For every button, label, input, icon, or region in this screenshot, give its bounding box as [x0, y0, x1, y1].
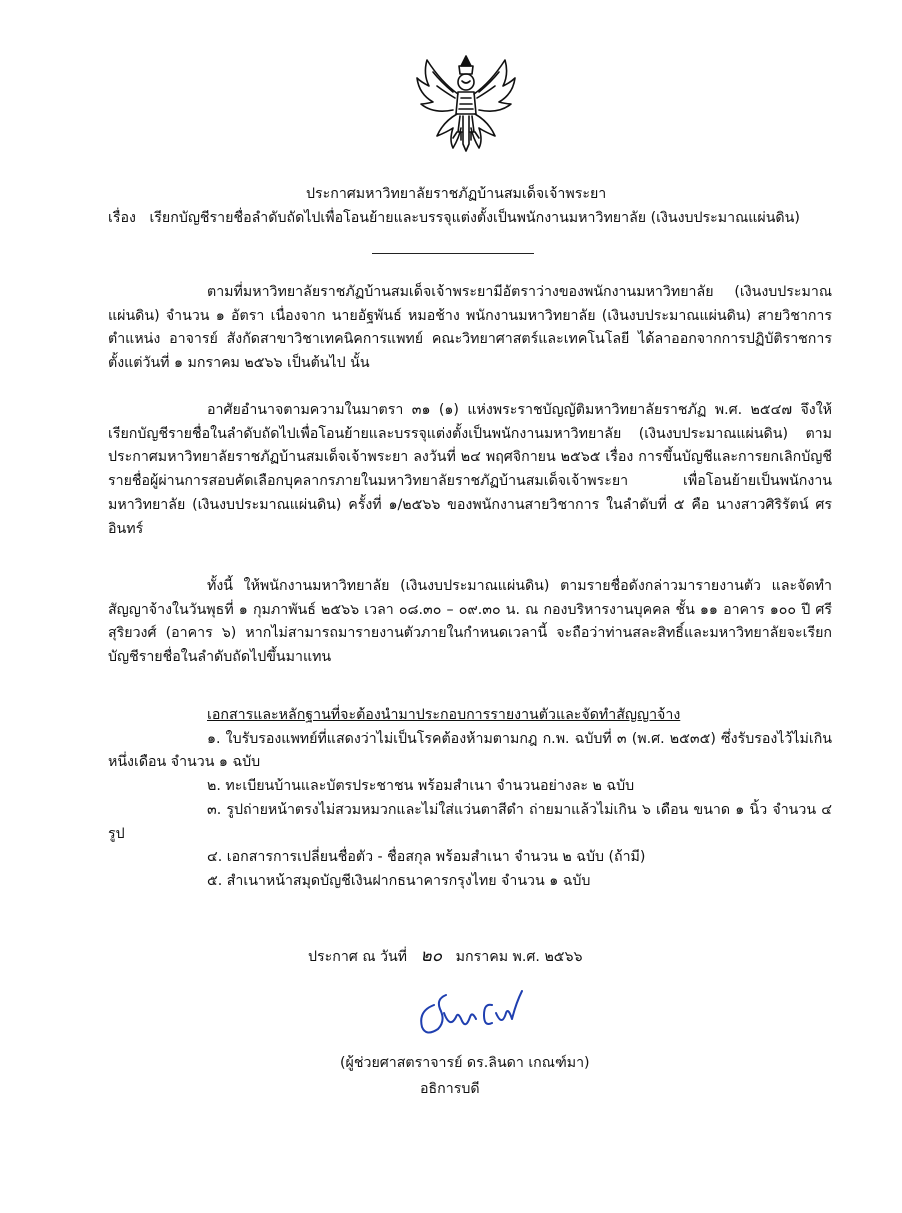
documents-section [108, 704, 832, 894]
document-item-3: ๓. รูปถ่ายหน้าตรงไม่สวมหมวกและไม่ใส่แว่นตาสีดำ ถ่ายมาแล้วไม่เกิน ๖ เดือน ขนาด ๑ นิ้ว จำนวน ๔ รูป [108, 801, 832, 842]
signatory-name: (ผู้ช่วยศาสตราจารย์ ดร.ลินดา เกณฑ์มา) [340, 1055, 590, 1071]
paragraph-1 [108, 281, 832, 376]
document-item-1: ๑. ใบรับรองแพทย์ที่แสดงว่าไม่เป็นโรคต้องห้ามตามกฎ ก.พ. ฉบับที่ ๓ (พ.ศ. ๒๕๓๕) ซึ่งรับรองไว้ไม่เกินหนึ่งเดือน จำนวน ๑ ฉบับ [108, 730, 832, 771]
paragraph-1-text: ตามที่มหาวิทยาลัยราชภัฏบ้านสมเด็จเจ้าพระยามีอัตราว่างของพนักงานมหาวิทยาลัย (เงินงบประมาณแผ่นดิน) จำนวน ๑ อัตรา เนื่องจาก นายอัฐพันธ์ หมอช้าง พนักงานมหาวิทยาลัย (เงินงบประมาณแผ่นดิน) สายวิชาการ ตำแหน่ง อาจารย์ สังกัดสาขาวิชาเทคนิคการแพทย์ คณะวิทยาศาสตร์และเทคโนโลยี ได้ลาออกจากการปฏิบัติราชการตั้งแต่วันที่ ๑ มกราคม ๒๕๖๖ เป็นต้นไป นั้น [108, 284, 832, 372]
subject-prefix: เรื่อง [108, 210, 136, 226]
paragraph-2-text: อาศัยอำนาจตามความในมาตรา ๓๑ (๑) แห่งพระราชบัญญัติมหาวิทยาลัยราชภัฏ พ.ศ. ๒๕๔๗ จึงให้เรียกบัญชีรายชื่อในลำดับถัดไปเพื่อโอนย้ายและบรรจุแต่งตั้งเป็นพนักงานมหาวิทยาลัย (เงินงบประมาณแผ่นดิน) ตามประกาศมหาวิทยาลัยราชภัฏบ้านสมเด็จเจ้าพระยา ลงวันที่ ๒๔ พฤศจิกายน ๒๕๖๕ เรื่อง การขึ้นบัญชีและการยกเลิกบัญชีรายชื่อผู้ผ่านการสอบคัดเลือกบุคลากรภายในมหาวิทยาลัยราชภัฏบ้านสมเด็จเจ้าพระยา เพื่อโอนย้ายเป็นพนักงานมหาวิทยาลัย (เงินงบประมาณแผ่นดิน) ครั้งที่ ๑/๒๕๖๖ ของพนักงานสายวิชาการ ในลำดับที่ ๕ คือ นางสาวศิริรัตน์ ศรอินทร์ [108, 402, 832, 537]
paragraph-3 [108, 575, 832, 670]
documents-heading: เอกสารและหลักฐานที่จะต้องนำมาประกอบการรายงานตัวและจัดทำสัญญาจ้าง [207, 707, 681, 723]
garuda-emblem-icon [413, 52, 519, 154]
announce-prefix: ประกาศ ณ วันที่ [308, 949, 408, 965]
paragraph-3-text: ทั้งนี้ ให้พนักงานมหาวิทยาลัย (เงินงบประมาณแผ่นดิน) ตามรายชื่อดังกล่าวมารายงานตัว และจัดทำสัญญาจ้างในวันพุธที่ ๑ กุมภาพันธ์ ๒๕๖๖ เวลา ๐๘.๓๐ – ๐๙.๓๐ น. ณ กองบริหารงานบุคคล ชั้น ๑๑ อาคาร ๑๐๐ ปี ศรีสุริยวงศ์ (อาคาร ๖) หากไม่สามารถมารายงานตัวภายในกำหนดเวลานี้ จะถือว่าท่านสละสิทธิ์และมหาวิทยาลัยจะเรียกบัญชีรายชื่อในลำดับถัดไปขึ้นมาแทน [108, 578, 832, 666]
subject-line [108, 208, 800, 228]
signature-icon [412, 983, 536, 1043]
document-item-2: ๒. ทะเบียนบ้านและบัตรประชาชน พร้อมสำเนา จำนวนอย่างละ ๒ ฉบับ [207, 778, 635, 795]
subject-text: เรียกบัญชีรายชื่อลำดับถัดไปเพื่อโอนย้ายและบรรจุแต่งตั้งเป็นพนักงานมหาวิทยาลัย (เงินงบประมาณแผ่นดิน) [149, 210, 800, 226]
announce-date-line [308, 946, 583, 967]
announce-month-year: มกราคม พ.ศ. ๒๕๖๖ [455, 949, 583, 965]
heading-divider [372, 253, 534, 254]
signatory-title: อธิการบดี [420, 1081, 480, 1097]
document-item-4: ๔. เอกสารการเปลี่ยนชื่อตัว - ชื่อสกุล พร้อมสำเนา จำนวน ๒ ฉบับ (ถ้ามี) [207, 849, 646, 866]
document-item-5: ๕. สำเนาหน้าสมุดบัญชีเงินฝากธนาคารกรุงไทย จำนวน ๑ ฉบับ [207, 872, 591, 889]
announce-day: ๒๐ [420, 946, 443, 966]
paragraph-2 [108, 399, 832, 541]
issuer-heading: ประกาศมหาวิทยาลัยราชภัฏบ้านสมเด็จเจ้าพระยา [306, 186, 607, 202]
